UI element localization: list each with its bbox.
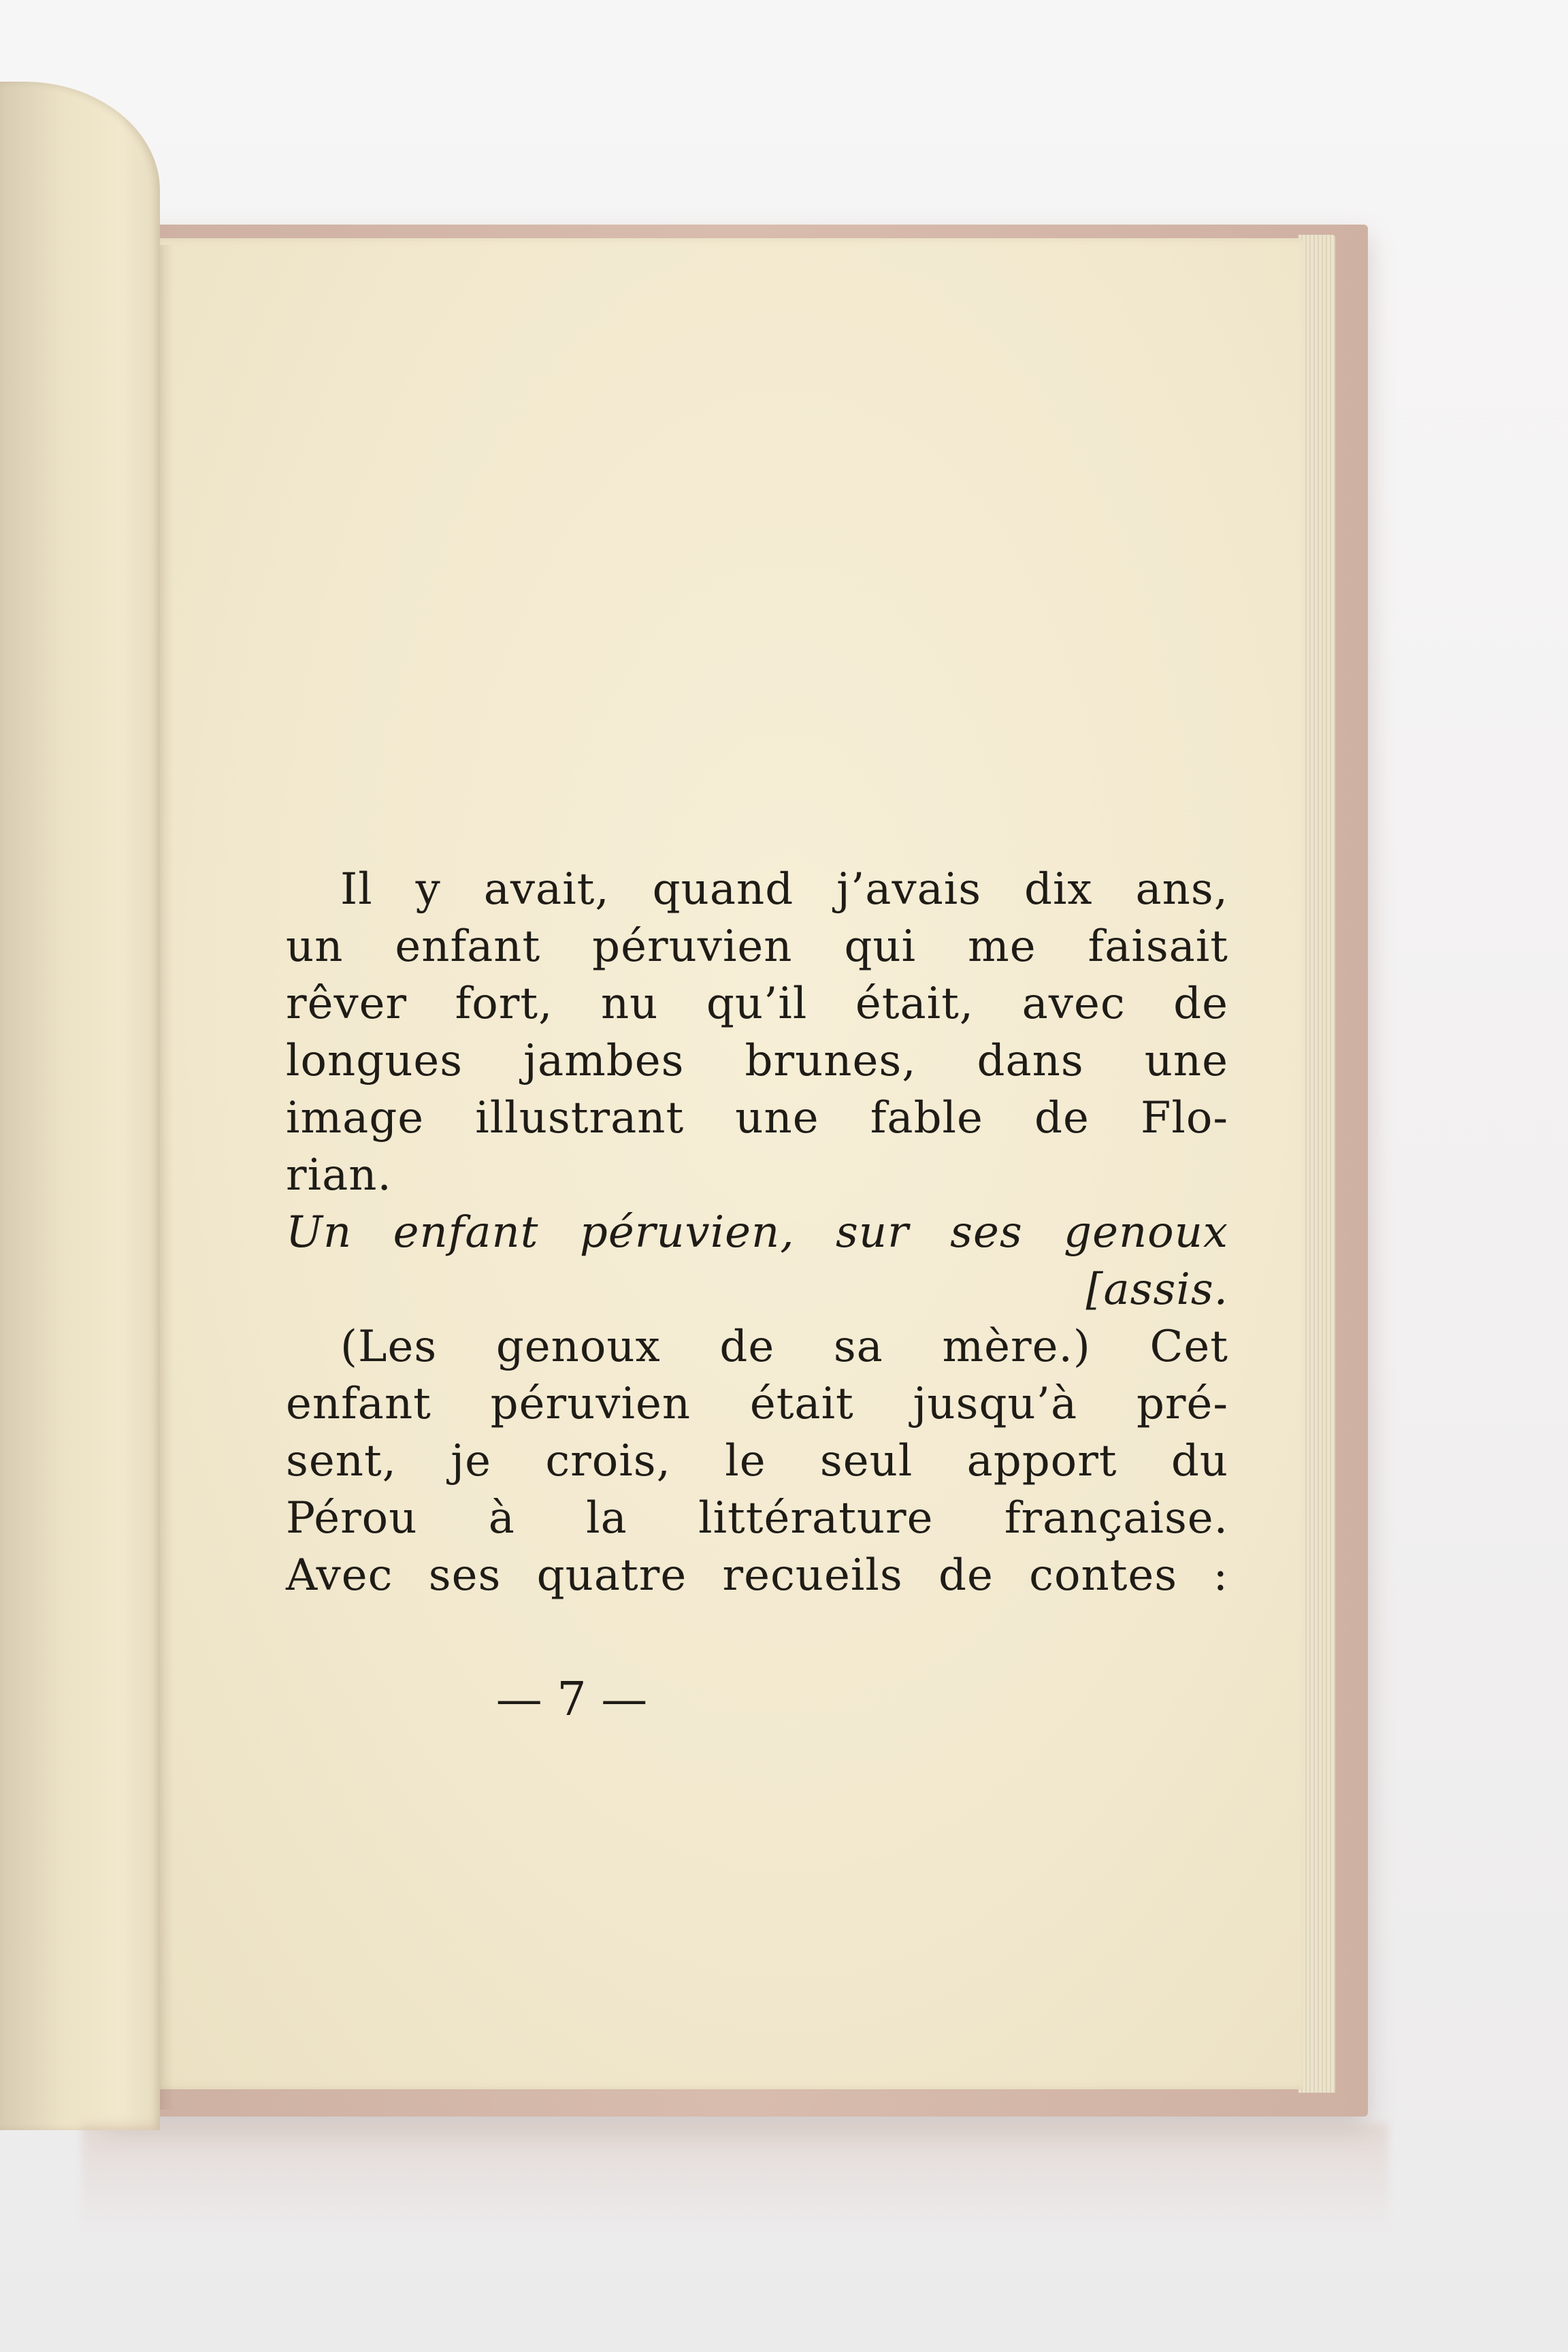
page-text: [286, 861, 1228, 1604]
text-line: Pérou à la littérature française.: [286, 1493, 1228, 1544]
page-number: — 7 —: [495, 1673, 648, 1727]
text-line: rêver fort, nu qu’il était, avec de: [286, 979, 1228, 1029]
text-line: un enfant péruvien qui me faisait: [286, 921, 1228, 972]
text-line: enfant péruvien était jusqu’à pré-: [286, 1379, 1228, 1429]
text-line: rian.: [286, 1150, 392, 1200]
text-line: Avec ses quatre recueils de contes :: [286, 1550, 1228, 1601]
page-edges: [1298, 235, 1335, 2093]
book-page: [153, 238, 1303, 2089]
table-reflection: [82, 2123, 1388, 2232]
text-line: Il y avait, quand j’avais dix ans,: [340, 864, 1228, 915]
facing-page: [0, 82, 160, 2130]
text-line: image illustrant une fable de Flo-: [286, 1093, 1228, 1143]
text-line: (Les genoux de sa mère.) Cet: [340, 1322, 1228, 1372]
verse-continuation: [assis.: [1085, 1264, 1228, 1315]
text-line: longues jambes brunes, dans une: [286, 1036, 1228, 1086]
text-line: sent, je crois, le seul apport du: [286, 1436, 1228, 1486]
verse-line: Un enfant péruvien, sur ses genoux: [286, 1207, 1228, 1258]
